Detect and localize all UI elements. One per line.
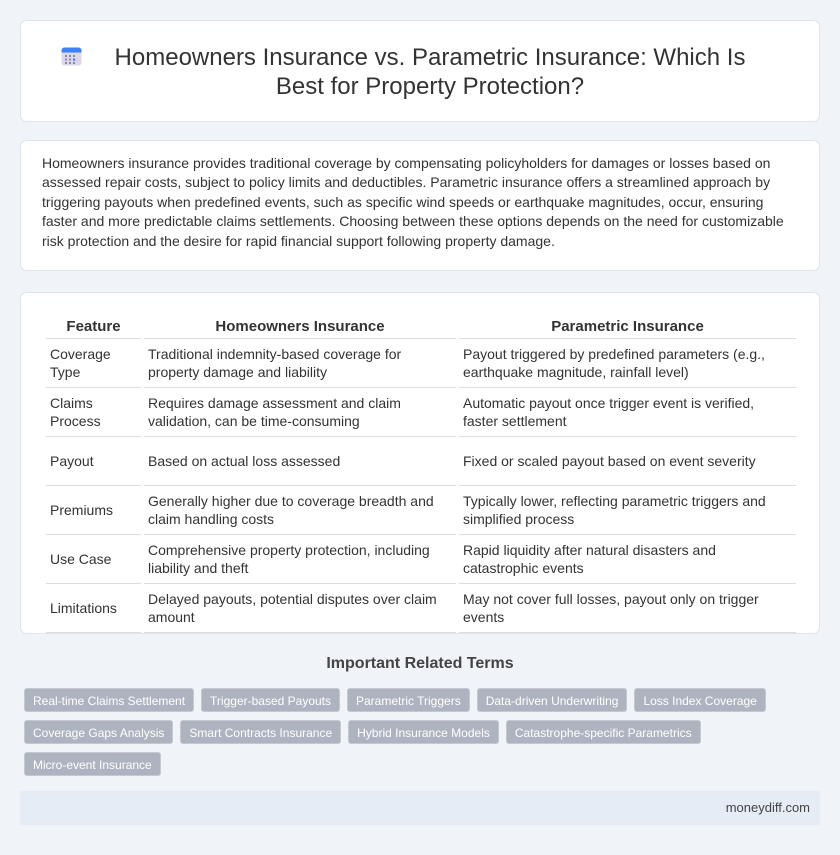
table-row [46, 339, 796, 388]
header-homeowners: Homeowners Insurance [144, 315, 456, 339]
related-term-tag[interactable]: Coverage Gaps Analysis [24, 720, 173, 744]
intro-paragraph: Homeowners insurance provides traditional coverage by compensating policyholders for damages or losses based on assessed repair costs, subject to policy limits and deductibles. Parametric insurance offers a streamlined approach by triggering payouts when predefined events, such as specific wind speeds or earthquake magnitudes, occur, ensuring faster and more predictable claims settlements. Choosing between these options depends on the need for customizable risk protection and the desire for rapid financial support following property damage. [42, 155, 784, 249]
related-term-tag[interactable]: Parametric Triggers [347, 688, 470, 712]
related-term-tag[interactable]: Trigger-based Payouts [201, 688, 340, 712]
site-name[interactable]: moneydiff.com [725, 800, 810, 815]
table-header-row [46, 315, 796, 339]
feature-cell: Limitations [46, 584, 141, 633]
feature-cell: Use Case [46, 535, 141, 584]
feature-cell: Payout [46, 437, 141, 486]
homeowners-cell: Requires damage assessment and claim validation, can be time-consuming [144, 388, 456, 437]
parametric-cell: Rapid liquidity after natural disasters and catastrophic events [459, 535, 796, 584]
related-term-tag[interactable]: Hybrid Insurance Models [348, 720, 499, 744]
header-feature: Feature [46, 315, 141, 339]
related-terms-heading: Important Related Terms [326, 655, 514, 672]
related-term-tag[interactable]: Data-driven Underwriting [477, 688, 628, 712]
homeowners-cell: Traditional indemnity-based coverage for property damage and liability [144, 339, 456, 388]
related-terms-list [24, 688, 784, 776]
table-row [46, 535, 796, 584]
related-term-tag[interactable]: Catastrophe-specific Parametrics [506, 720, 701, 744]
feature-cell: Coverage Type [46, 339, 141, 388]
page-title: Homeowners Insurance vs. Parametric Insurance: Which Is Best for Property Protection? [114, 44, 746, 100]
homeowners-cell: Based on actual loss assessed [144, 437, 456, 486]
title-card [20, 20, 820, 122]
parametric-cell: Fixed or scaled payout based on event severity [459, 437, 796, 486]
feature-cell: Premiums [46, 486, 141, 535]
parametric-cell: Automatic payout once trigger event is verified, faster settlement [459, 388, 796, 437]
table-row [46, 486, 796, 535]
parametric-cell: Typically lower, reflecting parametric triggers and simplified process [459, 486, 796, 535]
homeowners-cell: Delayed payouts, potential disputes over claim amount [144, 584, 456, 633]
comparison-table [43, 315, 799, 633]
table-row [46, 388, 796, 437]
homeowners-cell: Comprehensive property protection, including liability and theft [144, 535, 456, 584]
parametric-cell: Payout triggered by predefined parameters (e.g., earthquake magnitude, rainfall level) [459, 339, 796, 388]
related-term-tag[interactable]: Loss Index Coverage [634, 688, 765, 712]
related-term-tag[interactable]: Real-time Claims Settlement [24, 688, 194, 712]
comparison-table-card [20, 292, 820, 634]
table-row [46, 437, 796, 486]
feature-cell: Claims Process [46, 388, 141, 437]
homeowners-cell: Generally higher due to coverage breadth and claim handling costs [144, 486, 456, 535]
intro-card [20, 140, 820, 271]
related-term-tag[interactable]: Micro-event Insurance [24, 752, 161, 776]
header-parametric: Parametric Insurance [459, 315, 796, 339]
table-row [46, 584, 796, 633]
parametric-cell: May not cover full losses, payout only on trigger events [459, 584, 796, 633]
footer [20, 791, 820, 825]
related-term-tag[interactable]: Smart Contracts Insurance [180, 720, 341, 744]
